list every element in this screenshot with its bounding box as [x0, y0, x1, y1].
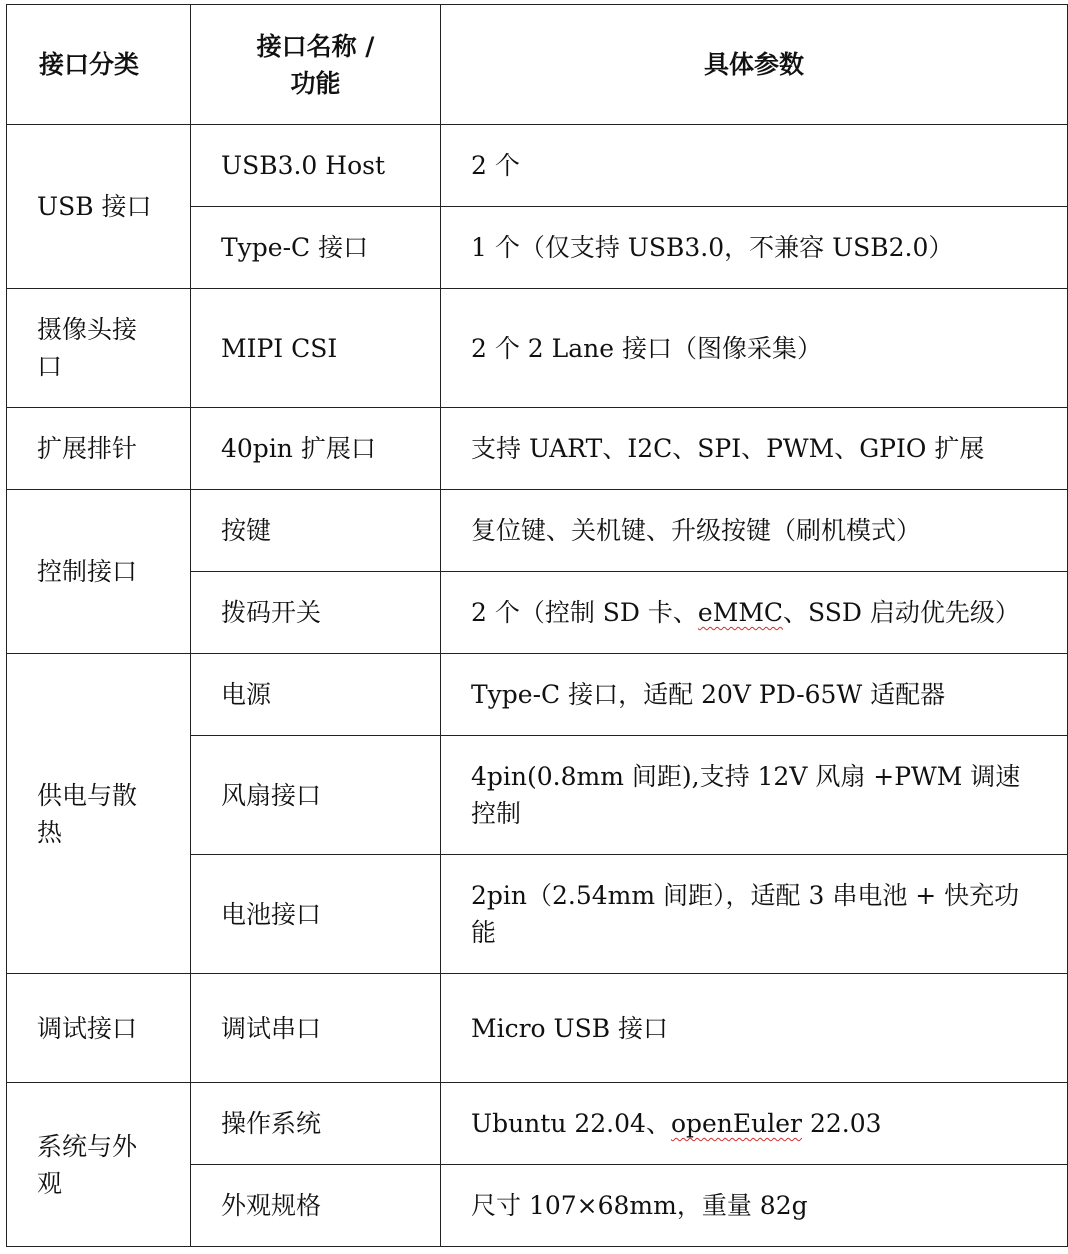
- name-battery: 电池接口: [191, 855, 441, 974]
- value-psu: Type-C 接口，适配 20V PD-65W 适配器: [441, 654, 1068, 736]
- name-usb3: USB3.0 Host: [191, 125, 441, 207]
- name-typec: Type-C 接口: [191, 207, 441, 289]
- table-row: [7, 654, 1068, 736]
- table-row: [7, 974, 1068, 1083]
- category-usb: USB 接口: [7, 125, 191, 289]
- category-debug: 调试接口: [7, 974, 191, 1083]
- value-os: [441, 1083, 1068, 1165]
- table-row: [7, 289, 1068, 408]
- header-category: 接口分类: [7, 5, 191, 125]
- value-mipi: 2 个 2 Lane 接口（图像采集）: [441, 289, 1068, 408]
- value-keys: 复位键、关机键、升级按键（刷机模式）: [441, 490, 1068, 572]
- name-psu: 电源: [191, 654, 441, 736]
- value-40pin: 支持 UART、I2C、SPI、PWM、GPIO 扩展: [441, 408, 1068, 490]
- header-row: [7, 5, 1068, 125]
- name-dip: 拨码开关: [191, 572, 441, 654]
- category-control: 控制接口: [7, 490, 191, 654]
- table-row: [7, 1083, 1068, 1165]
- value-fan: 4pin(0.8mm 间距),支持 12V 风扇 +PWM 调速控制: [441, 736, 1068, 855]
- table-row: [7, 490, 1068, 572]
- header-name: [191, 5, 441, 125]
- category-expansion: 扩展排针: [7, 408, 191, 490]
- value-uart: Micro USB 接口: [441, 974, 1068, 1083]
- category-power: 供电与散热: [7, 654, 191, 974]
- value-dip-part: 2 个（控制 SD 卡、: [471, 598, 698, 627]
- value-typec: 1 个（仅支持 USB3.0，不兼容 USB2.0）: [441, 207, 1068, 289]
- name-uart: 调试串口: [191, 974, 441, 1083]
- category-system: 系统与外观: [7, 1083, 191, 1247]
- header-name-text: 接口名称 / 功能: [256, 31, 375, 98]
- table-row: [7, 408, 1068, 490]
- name-dimensions: 外观规格: [191, 1165, 441, 1247]
- value-os-openeuler: openEuler: [670, 1109, 802, 1138]
- name-keys: 按键: [191, 490, 441, 572]
- header-params: 具体参数: [441, 5, 1068, 125]
- value-battery: 2pin（2.54mm 间距），适配 3 串电池 + 快充功能: [441, 855, 1068, 974]
- value-os-part: Ubuntu 22.04、: [471, 1109, 671, 1138]
- value-dip: [441, 572, 1068, 654]
- value-os-part: 22.03: [802, 1109, 882, 1138]
- value-dimensions: 尺寸 107×68mm，重量 82g: [441, 1165, 1068, 1247]
- category-camera: 摄像头接口: [7, 289, 191, 408]
- value-dip-part: 、SSD 启动优先级）: [783, 598, 1020, 627]
- name-os: 操作系统: [191, 1083, 441, 1165]
- name-40pin: 40pin 扩展口: [191, 408, 441, 490]
- value-dip-emmc: eMMC: [697, 598, 784, 627]
- table-row: [7, 125, 1068, 207]
- value-usb3: 2 个: [441, 125, 1068, 207]
- name-mipi: MIPI CSI: [191, 289, 441, 408]
- name-fan: 风扇接口: [191, 736, 441, 855]
- spec-table: [6, 4, 1068, 1247]
